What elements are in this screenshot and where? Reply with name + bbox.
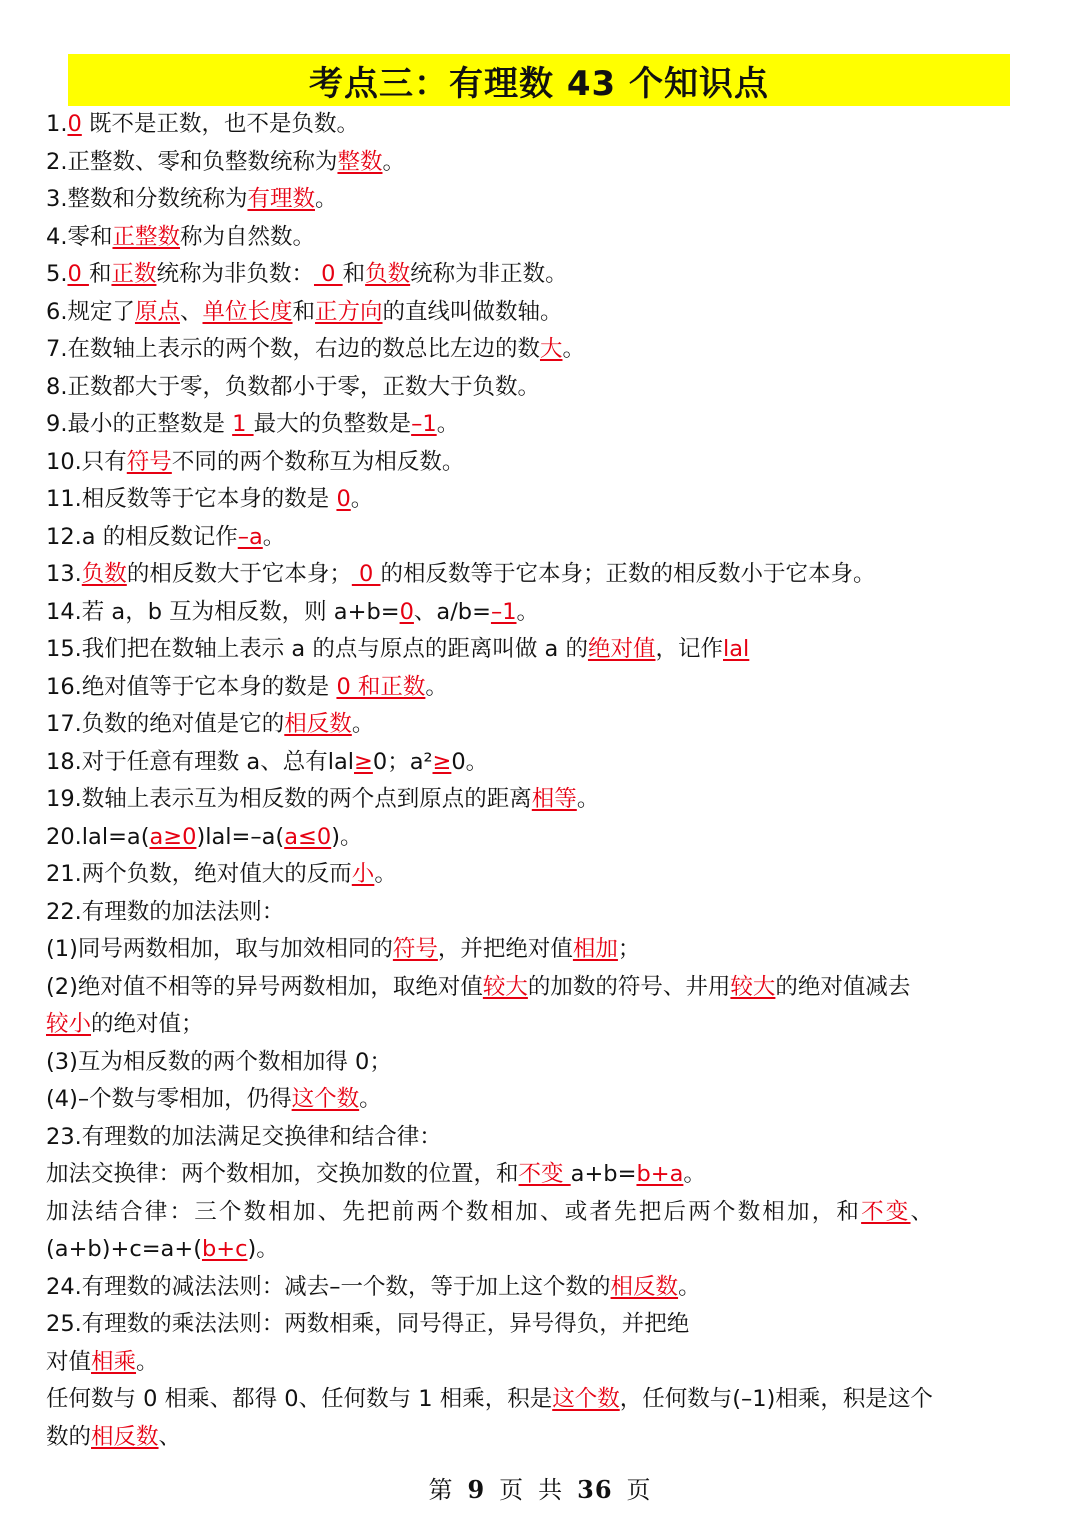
text-segment: 21.两个负数，绝对值大的反而 bbox=[46, 861, 352, 887]
answer-fill: b+c bbox=[201, 1236, 248, 1262]
text-segment: 2.正整数、零和负整数统称为 bbox=[46, 148, 338, 175]
text-segment: (1)同号两数相加，取与加效相同的 bbox=[46, 936, 393, 962]
text-segment: 既不是正数，也不是负数。 bbox=[81, 111, 359, 137]
text-segment: 加法交换律：两个数相加，交换加数的位置，和 bbox=[46, 1161, 519, 1187]
text-segment: 14.若 a，b 互为相反数，则 a+b= bbox=[46, 598, 400, 625]
answer-fill: 有理数 bbox=[247, 186, 315, 212]
text-line bbox=[46, 894, 1046, 932]
text-line bbox=[46, 1006, 1046, 1044]
text-segment: 、 bbox=[179, 298, 203, 325]
answer-fill: 正方向 bbox=[315, 298, 383, 325]
text-line bbox=[46, 706, 1046, 744]
answer-fill: 较小 bbox=[46, 1011, 92, 1037]
text-line bbox=[46, 1156, 1046, 1194]
text-line bbox=[46, 856, 1046, 894]
text-segment: 17.负数的绝对值是它的 bbox=[46, 711, 285, 737]
text-segment: 数的 bbox=[46, 1423, 92, 1450]
text-segment: 19.数轴上表示互为相反数的两个点到原点的距离 bbox=[46, 786, 532, 812]
answer-fill: 相乘 bbox=[91, 1348, 137, 1375]
text-segment: 6.规定了 bbox=[46, 298, 135, 325]
text-line bbox=[46, 294, 1046, 332]
text-segment: 。 bbox=[678, 1273, 701, 1300]
text-line bbox=[46, 1194, 1046, 1232]
text-segment: 。 bbox=[262, 523, 286, 550]
answer-fill: 0 和正数 bbox=[336, 673, 426, 700]
footer-total-label: 共 bbox=[538, 1476, 564, 1504]
text-segment: 的绝对值； bbox=[91, 1011, 204, 1037]
text-segment: 24.有理数的减法法则：减去–一个数，等于加上这个数的 bbox=[46, 1273, 611, 1300]
answer-fill: 正数 bbox=[111, 261, 157, 287]
text-segment: 的相反数等于它本身；正数的相反数小于它本身。 bbox=[380, 561, 876, 587]
text-line bbox=[46, 369, 1046, 407]
answer-fill: –1 bbox=[490, 598, 517, 625]
answer-fill: 相等 bbox=[531, 786, 577, 812]
answer-fill: 原点 bbox=[134, 298, 180, 325]
text-segment: a+b= bbox=[570, 1161, 637, 1187]
answer-fill: ≥ bbox=[432, 748, 452, 775]
answer-fill: 这个数 bbox=[552, 1386, 620, 1412]
answer-fill: lal bbox=[723, 636, 750, 662]
text-line bbox=[46, 331, 1046, 369]
text-segment: 5. bbox=[46, 261, 68, 287]
text-segment: 和 bbox=[342, 261, 366, 287]
text-segment: 。 bbox=[374, 861, 397, 887]
text-segment: 9.最小的正整数是 bbox=[46, 411, 233, 437]
text-line bbox=[46, 1419, 1046, 1457]
text-segment: )lal=–a( bbox=[196, 823, 285, 850]
answer-fill: 0 bbox=[67, 111, 82, 137]
answer-fill: –1 bbox=[411, 411, 437, 437]
text-segment: 。 bbox=[683, 1161, 706, 1187]
text-segment: 最大的负整数是 bbox=[253, 411, 412, 437]
answer-fill: 这个数 bbox=[291, 1086, 360, 1112]
text-segment: 0；a² bbox=[372, 748, 433, 775]
text-segment: 8.正数都大于零，负数都小于零，正数大于负数。 bbox=[46, 373, 540, 400]
answer-fill: 0 bbox=[336, 486, 351, 512]
text-segment: ； bbox=[617, 936, 641, 962]
text-segment: 16.绝对值等于它本身的数是 bbox=[46, 673, 337, 700]
text-segment: 。 bbox=[314, 186, 338, 212]
text-segment: 统称为非正数。 bbox=[410, 261, 568, 287]
text-line bbox=[46, 1344, 1046, 1382]
answer-fill: 0 bbox=[351, 561, 381, 587]
page-title: 考点三：有理数 43 个知识点 bbox=[309, 63, 769, 104]
answer-fill: 整数 bbox=[337, 148, 383, 175]
answer-fill: 不变 bbox=[861, 1198, 911, 1225]
footer-page-label: 页 bbox=[499, 1476, 525, 1504]
text-segment: (4)–个数与零相加，仍得 bbox=[46, 1086, 292, 1112]
text-segment: 。 bbox=[382, 148, 405, 175]
text-segment: 4.零和 bbox=[46, 223, 113, 250]
answer-fill: b+a bbox=[636, 1161, 684, 1187]
answer-fill: 绝对值 bbox=[587, 636, 656, 662]
text-segment: )。 bbox=[247, 1236, 279, 1262]
text-segment: 23.有理数的加法满足交换律和结合律： bbox=[46, 1123, 442, 1150]
text-line bbox=[46, 106, 1046, 144]
answer-fill: a≥0 bbox=[149, 823, 197, 850]
text-segment: 、 bbox=[158, 1423, 182, 1450]
knowledge-points-list bbox=[46, 106, 1046, 1456]
current-page-number: 9 bbox=[467, 1475, 486, 1504]
text-segment: 的绝对值减去 bbox=[775, 973, 911, 1000]
answer-fill: 单位长度 bbox=[202, 298, 293, 325]
text-segment: 1. bbox=[46, 111, 68, 137]
answer-fill: 相反数 bbox=[284, 711, 352, 737]
text-line bbox=[46, 519, 1046, 557]
text-line bbox=[46, 631, 1046, 669]
text-line bbox=[46, 969, 1046, 1007]
text-line bbox=[46, 1119, 1046, 1157]
text-line bbox=[46, 481, 1046, 519]
text-segment: 。 bbox=[436, 411, 460, 437]
text-segment: 。 bbox=[136, 1348, 159, 1375]
text-line bbox=[46, 781, 1046, 819]
text-segment: (2)绝对值不相等的异号两数相加，取绝对值 bbox=[46, 973, 483, 1000]
text-line bbox=[46, 669, 1046, 707]
text-segment: 。 bbox=[359, 1086, 382, 1112]
title-banner bbox=[68, 54, 1010, 106]
text-segment: ，任何数与(–1)相乘，积是这个 bbox=[619, 1386, 933, 1412]
text-line bbox=[46, 556, 1046, 594]
answer-fill: 较大 bbox=[482, 973, 528, 1000]
text-line bbox=[46, 594, 1046, 632]
answer-fill: 小 bbox=[351, 861, 375, 887]
text-segment: 统称为非负数： bbox=[156, 261, 314, 287]
text-segment: 的相反数大于它本身； bbox=[126, 561, 352, 587]
text-line bbox=[46, 181, 1046, 219]
text-line bbox=[46, 256, 1046, 294]
text-line bbox=[46, 744, 1046, 782]
answer-fill: 相反数 bbox=[91, 1423, 159, 1450]
answer-fill: 相加 bbox=[572, 936, 618, 962]
footer-suffix: 页 bbox=[626, 1476, 652, 1504]
text-segment: 13. bbox=[46, 561, 82, 587]
text-segment: )。 bbox=[331, 823, 363, 850]
text-segment: 20.lal=a( bbox=[46, 823, 150, 850]
text-segment: 和 bbox=[88, 261, 112, 287]
text-segment: 的加数的符号、井用 bbox=[527, 973, 731, 1000]
text-line bbox=[46, 219, 1046, 257]
text-line bbox=[46, 1081, 1046, 1119]
text-segment: 称为自然数。 bbox=[179, 223, 315, 250]
text-segment: (3)互为相反数的两个数相加得 0； bbox=[46, 1048, 392, 1075]
text-segment: 、a/b= bbox=[413, 598, 491, 625]
text-line bbox=[46, 931, 1046, 969]
text-line bbox=[46, 819, 1046, 857]
text-line bbox=[46, 1306, 1046, 1344]
text-segment: 和 bbox=[292, 298, 316, 325]
text-segment: 10.只有 bbox=[46, 448, 127, 475]
text-segment: ，记作 bbox=[655, 636, 723, 662]
text-segment: 22.有理数的加法法则： bbox=[46, 898, 285, 925]
text-segment: 不同的两个数称互为相反数。 bbox=[171, 448, 465, 475]
answer-fill: 0 bbox=[399, 598, 414, 625]
answer-fill: 0 bbox=[313, 261, 343, 287]
page-footer bbox=[0, 1470, 1080, 1505]
answer-fill: 相反数 bbox=[610, 1273, 679, 1300]
answer-fill: ≥ bbox=[354, 748, 373, 775]
answer-fill: 符号 bbox=[126, 448, 172, 475]
text-line bbox=[46, 1044, 1046, 1082]
text-segment: 12.a 的相反数记作 bbox=[46, 523, 238, 550]
footer-prefix: 第 bbox=[428, 1476, 454, 1504]
text-segment: ，并把绝对值 bbox=[437, 936, 573, 962]
text-segment: 对值 bbox=[46, 1348, 92, 1375]
text-line bbox=[46, 144, 1046, 182]
text-segment: 的直线叫做数轴。 bbox=[382, 298, 563, 325]
total-page-count: 36 bbox=[577, 1475, 613, 1504]
answer-fill: 大 bbox=[539, 336, 563, 362]
text-segment: 0。 bbox=[451, 748, 489, 775]
text-line bbox=[46, 1381, 1046, 1419]
text-segment: (a+b)+c=a+( bbox=[46, 1236, 202, 1262]
answer-fill: 负数 bbox=[365, 261, 411, 287]
answer-fill: a≤0 bbox=[284, 823, 332, 850]
answer-fill: 1 bbox=[232, 411, 254, 437]
text-segment: 。 bbox=[562, 336, 585, 362]
text-line bbox=[46, 444, 1046, 482]
answer-fill: 较大 bbox=[730, 973, 776, 1000]
text-line bbox=[46, 1231, 1046, 1269]
answer-fill: 负数 bbox=[81, 561, 127, 587]
answer-fill: 不变 bbox=[518, 1161, 571, 1187]
text-segment: 15.我们把在数轴上表示 a 的点与原点的距离叫做 a 的 bbox=[46, 636, 588, 662]
text-segment: 。 bbox=[516, 598, 540, 625]
text-segment: 加法结合律：三个数相加、先把前两个数相加、或者先把后两个数相加，和 bbox=[46, 1198, 862, 1225]
text-segment: 。 bbox=[351, 711, 375, 737]
text-segment: 11.相反数等于它本身的数是 bbox=[46, 486, 337, 512]
text-segment: 25.有理数的乘法法则：两数相乘，同号得正，异号得负，并把绝 bbox=[46, 1311, 690, 1337]
text-segment: 任何数与 0 相乘、都得 0、任何数与 1 相乘，积是 bbox=[46, 1386, 553, 1412]
text-segment: 、 bbox=[910, 1198, 936, 1225]
text-segment: 18.对于任意有理数 a、总有lal bbox=[46, 748, 355, 775]
answer-fill: 符号 bbox=[392, 936, 438, 962]
answer-fill: 正整数 bbox=[112, 223, 180, 250]
text-line bbox=[46, 1269, 1046, 1307]
answer-fill: –a bbox=[237, 523, 263, 550]
text-line bbox=[46, 406, 1046, 444]
text-segment: 7.在数轴上表示的两个数，右边的数总比左边的数 bbox=[46, 336, 540, 362]
text-segment: 。 bbox=[425, 673, 448, 700]
text-segment: 3.整数和分数统称为 bbox=[46, 186, 248, 212]
text-segment: 。 bbox=[576, 786, 600, 812]
text-segment: 。 bbox=[350, 486, 374, 512]
answer-fill: 0 bbox=[67, 261, 89, 287]
